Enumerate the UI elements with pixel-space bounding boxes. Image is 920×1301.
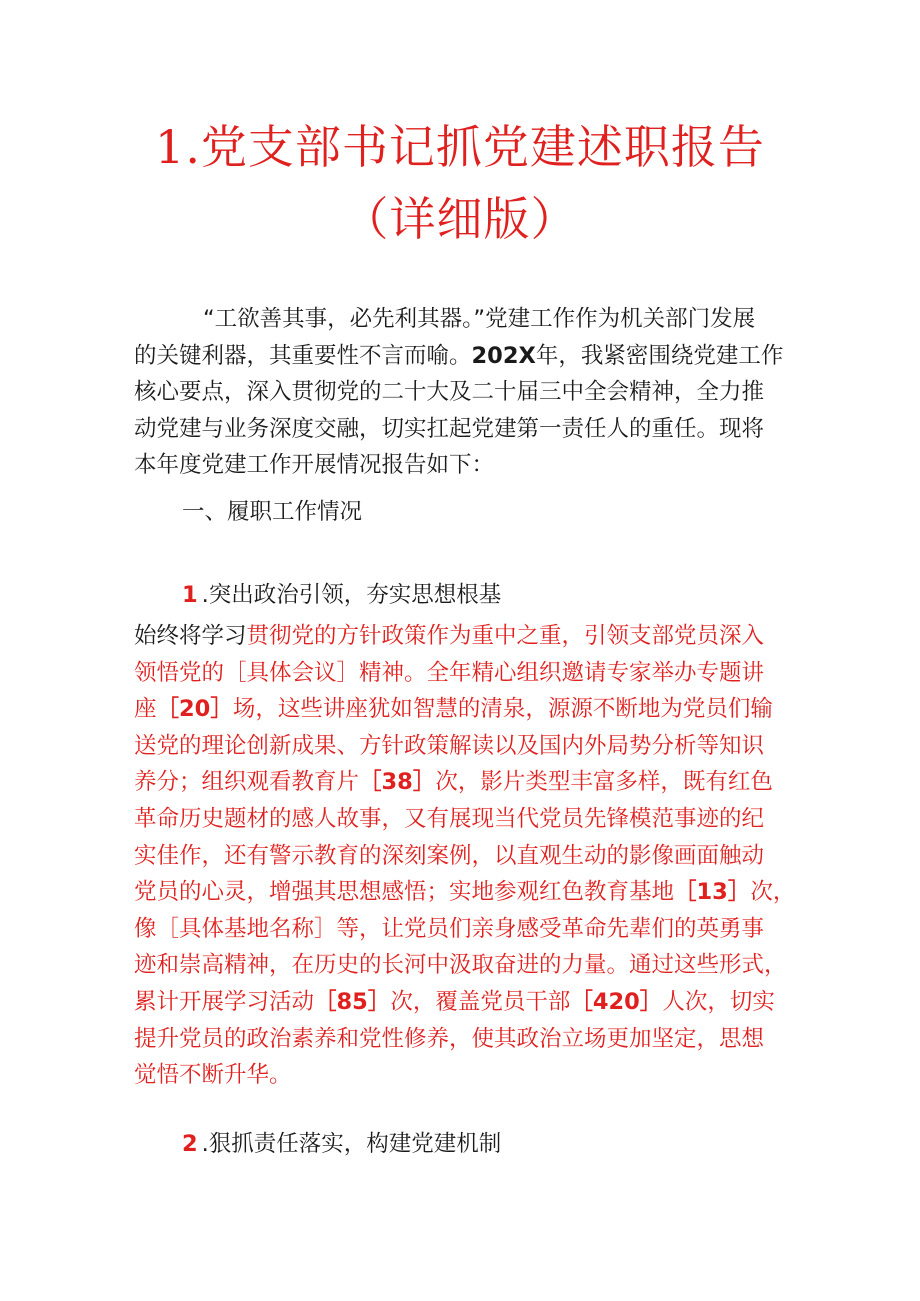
intro-line: 核心要点，深入贯彻党的二十大及二十届三中全会精神，全力推 <box>134 379 765 405</box>
document-title: 1.党支部书记抓党建述职报告 <box>155 120 765 174</box>
body-line: 党员的心灵，增强其思想感悟；实地参观红色教育基地［13］次， <box>134 879 796 906</box>
body-line: 送党的理论创新成果、方针政策解读以及国内外局势分析等知识 <box>134 732 765 759</box>
subheading-number: 2 <box>182 1131 198 1157</box>
intro-paragraph <box>134 301 814 484</box>
body-line: 迹和崇高精神，在历史的长河中汲取奋进的力量。通过这些形式， <box>134 952 787 979</box>
count-value: ［13］ <box>674 879 751 906</box>
subheading-1 <box>182 577 501 614</box>
section-heading-1: 一、履职工作情况 <box>182 499 363 525</box>
body-line: 像［具体基地名称］等，让党员们亲身感受革命先辈们的英勇事 <box>134 915 765 942</box>
year-text: 202X <box>471 342 536 369</box>
body-line: 领悟党的［具体会议］精神。全年精心组织邀请专家举办专题讲 <box>134 659 765 686</box>
intro-line: 的关键利器，其重要性不言而喻。202X年，我紧密围绕党建工作 <box>134 342 784 369</box>
count-value: ［85］ <box>314 988 391 1015</box>
body-line: 座［20］场，这些讲座犹如智慧的清泉，源源不断地为党员们输 <box>134 696 773 723</box>
body-line: 累计开展学习活动［85］次，覆盖党员干部［420］人次，切实 <box>134 988 775 1015</box>
section-1-body <box>134 618 795 1094</box>
body-line: 养分；组织观看教育片［38］次，影片类型丰富多样，既有红色 <box>134 769 773 796</box>
subheading-text: .狠抓责任落实，构建党建机制 <box>201 1131 502 1157</box>
subheading-2 <box>182 1126 501 1163</box>
subheading-number: 1 <box>182 582 198 608</box>
count-value: ［420］ <box>570 988 663 1015</box>
body-line: 始终将学习贯彻党的方针政策作为重中之重，引领支部党员深入 <box>134 623 765 649</box>
count-value: ［20］ <box>156 696 233 723</box>
document-subtitle: （详细版） <box>342 192 578 246</box>
intro-line: 动党建与业务深度交融，切实扛起党建第一责任人的重任。现将 <box>134 415 765 442</box>
body-line: 提升党员的政治素养和党性修养，使其政治立场更加坚定，思想 <box>134 1025 765 1052</box>
body-line: 革命历史题材的感人故事，又有展现当代党员先锋模范事迹的纪 <box>134 805 765 832</box>
intro-line: 本年度党建工作开展情况报告如下： <box>134 452 495 478</box>
count-value: ［38］ <box>359 769 436 796</box>
subheading-text: .突出政治引领，夯实思想根基 <box>201 582 502 608</box>
intro-line: “工欲善其事，必先利其器。”党建工作作为机关部门发展 <box>203 306 756 332</box>
body-line: 觉悟不断升华。 <box>134 1062 292 1089</box>
body-line: 实佳作，还有警示教育的深刻案例，以直观生动的影像画面触动 <box>134 842 765 869</box>
